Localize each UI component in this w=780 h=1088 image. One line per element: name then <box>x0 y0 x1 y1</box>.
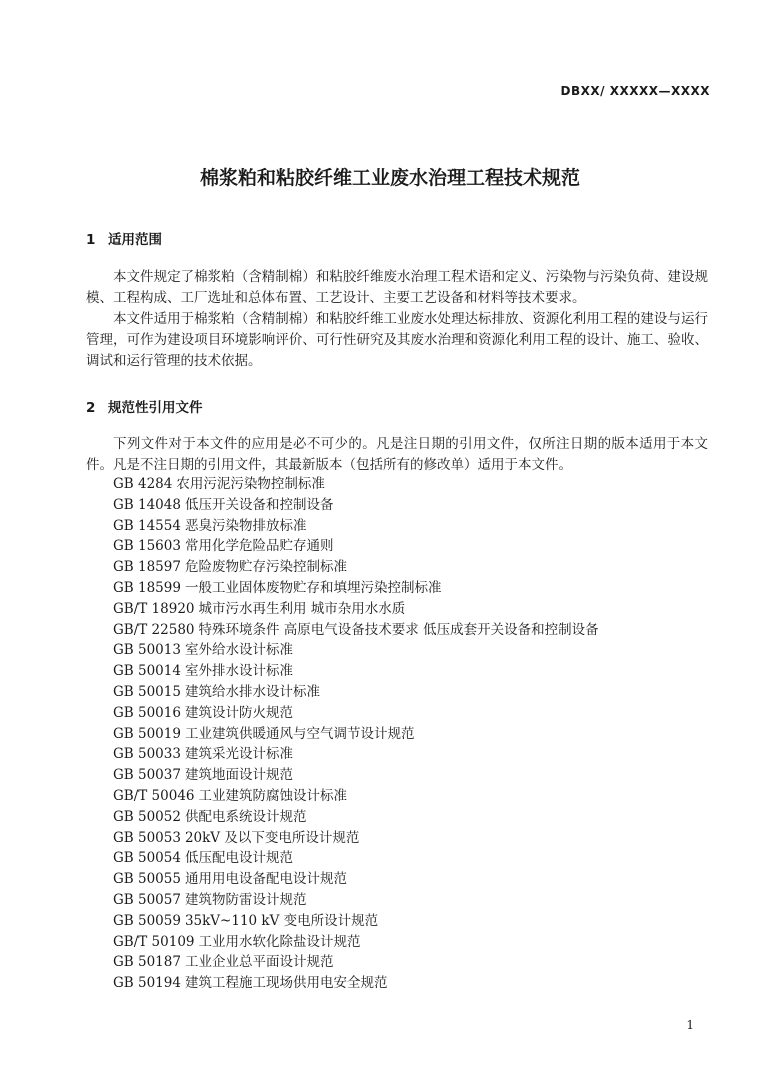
reference-item <box>113 703 599 724</box>
reference-name: 室外给水设计标准 <box>184 642 293 659</box>
reference-code: GB/T 22580 <box>113 621 195 638</box>
reference-code: GB 50057 <box>113 891 181 908</box>
reference-name: 35kV~110 kV 变电所设计规范 <box>184 912 379 929</box>
reference-item <box>113 869 599 890</box>
section-number: 1 <box>86 232 96 248</box>
reference-item <box>113 828 599 849</box>
document-code: DBXX/ XXXXX—XXXX <box>560 84 710 98</box>
reference-name: 建筑给水排水设计标准 <box>184 683 320 700</box>
section-heading-normative-references <box>86 396 203 416</box>
reference-code: GB 18599 <box>113 579 181 596</box>
section-number: 2 <box>86 400 96 416</box>
reference-code: GB 50194 <box>113 975 181 992</box>
reference-item <box>113 911 599 932</box>
references-intro-paragraph: 下列文件对于本文件的应用是必不可少的。凡是注日期的引用文件，仅所注日期的版本适用于本文件。凡是不注日期的引用文件，其最新版本（包括所有的修改单）适用于本文件。 <box>86 436 708 473</box>
scope-paragraph-1: 本文件规定了棉浆粕（含精制棉）和粘胶纤维废水治理工程术语和定义、污染物与污染负荷、建设规模、工程构成、工厂选址和总体布置、工艺设计、主要工艺设备和材料等技术要求。 <box>86 269 708 306</box>
reference-name: 低压开关设备和控制设备 <box>184 496 334 513</box>
reference-code: GB 50033 <box>113 746 181 763</box>
reference-item <box>113 536 599 557</box>
reference-code: GB 50014 <box>113 663 181 680</box>
reference-item <box>113 952 599 973</box>
reference-item <box>113 973 599 994</box>
reference-name: 农用污泥污染物控制标准 <box>176 476 325 492</box>
reference-item <box>113 578 599 599</box>
reference-name: 通用用电设备配电设计规范 <box>184 871 347 888</box>
reference-item <box>113 932 599 953</box>
section-heading-scope <box>86 228 162 248</box>
reference-code: GB 50054 <box>113 850 181 867</box>
reference-name: 工业用水软化除盐设计规范 <box>198 933 361 950</box>
document-title: 棉浆粕和粘胶纤维工业废水治理工程技术规范 <box>199 167 580 189</box>
reference-code: GB 50053 <box>113 829 181 846</box>
reference-item <box>113 682 599 703</box>
reference-code: GB 50019 <box>113 725 181 742</box>
reference-name: 工业建筑防腐蚀设计标准 <box>198 787 347 804</box>
page-number: 1 <box>686 1018 694 1032</box>
reference-name: 建筑工程施工现场供用电安全规范 <box>184 975 388 992</box>
reference-name: 低压配电设计规范 <box>184 850 293 867</box>
reference-item <box>113 474 599 495</box>
reference-name: 特殊环境条件 高原电气设备技术要求 低压成套开关设备和控制设备 <box>198 621 599 638</box>
reference-code: GB 14554 <box>113 517 181 534</box>
reference-code: GB 15603 <box>113 538 181 555</box>
reference-code: GB 50055 <box>113 871 181 888</box>
reference-code: GB 50052 <box>113 808 181 825</box>
reference-code: GB 50037 <box>113 767 181 784</box>
reference-item <box>113 765 599 786</box>
reference-item <box>113 661 599 682</box>
reference-name: 建筑设计防火规范 <box>184 704 293 721</box>
reference-item <box>113 620 599 641</box>
reference-list <box>113 474 599 994</box>
reference-name: 20kV 及以下变电所设计规范 <box>184 829 360 846</box>
reference-name: 工业企业总平面设计规范 <box>184 954 334 971</box>
reference-name: 恶臭污染物排放标准 <box>184 517 307 534</box>
reference-item <box>113 495 599 516</box>
reference-name: 城市污水再生利用 城市杂用水水质 <box>198 600 406 617</box>
reference-item <box>113 807 599 828</box>
reference-name: 工业建筑供暖通风与空气调节设计规范 <box>184 725 415 742</box>
reference-name: 建筑物防雷设计规范 <box>184 891 307 908</box>
reference-item <box>113 724 599 745</box>
reference-name: 供配电系统设计规范 <box>184 808 307 825</box>
scope-paragraph-2: 本文件适用于棉浆粕（含精制棉）和粘胶纤维工业废水处理达标排放、资源化利用工程的建设与运行管理，可作为建设项目环境影响评价、可行性研究及其废水治理和资源化利用工程的设计、施工、验收、调试和运行管理的技术依据。 <box>86 311 708 369</box>
reference-code: GB 50013 <box>113 642 181 659</box>
reference-code: GB 18597 <box>113 559 181 576</box>
section-title: 适用范围 <box>108 232 162 248</box>
reference-item <box>113 599 599 620</box>
reference-name: 危险废物贮存污染控制标准 <box>184 559 347 576</box>
reference-name: 建筑采光设计标准 <box>184 746 293 763</box>
reference-item <box>113 640 599 661</box>
reference-item <box>113 848 599 869</box>
section-title: 规范性引用文件 <box>108 400 203 416</box>
reference-name: 建筑地面设计规范 <box>184 767 293 784</box>
reference-item <box>113 786 599 807</box>
reference-code: GB 50059 <box>113 912 181 929</box>
reference-name: 一般工业固体废物贮存和填埋污染控制标准 <box>184 579 442 596</box>
reference-item <box>113 516 599 537</box>
reference-code: GB 50187 <box>113 954 181 971</box>
reference-code: GB 14048 <box>113 496 181 513</box>
reference-name: 室外排水设计标准 <box>184 663 293 680</box>
reference-code: GB 50016 <box>113 704 181 721</box>
reference-code: GB/T 50046 <box>113 787 195 804</box>
reference-code: GB/T 50109 <box>113 933 195 950</box>
reference-item <box>113 890 599 911</box>
reference-code: GB/T 18920 <box>113 600 195 617</box>
reference-code: GB 50015 <box>113 683 181 700</box>
reference-item <box>113 557 599 578</box>
reference-code: GB 4284 <box>113 476 173 492</box>
reference-item <box>113 744 599 765</box>
reference-name: 常用化学危险品贮存通则 <box>184 538 334 555</box>
